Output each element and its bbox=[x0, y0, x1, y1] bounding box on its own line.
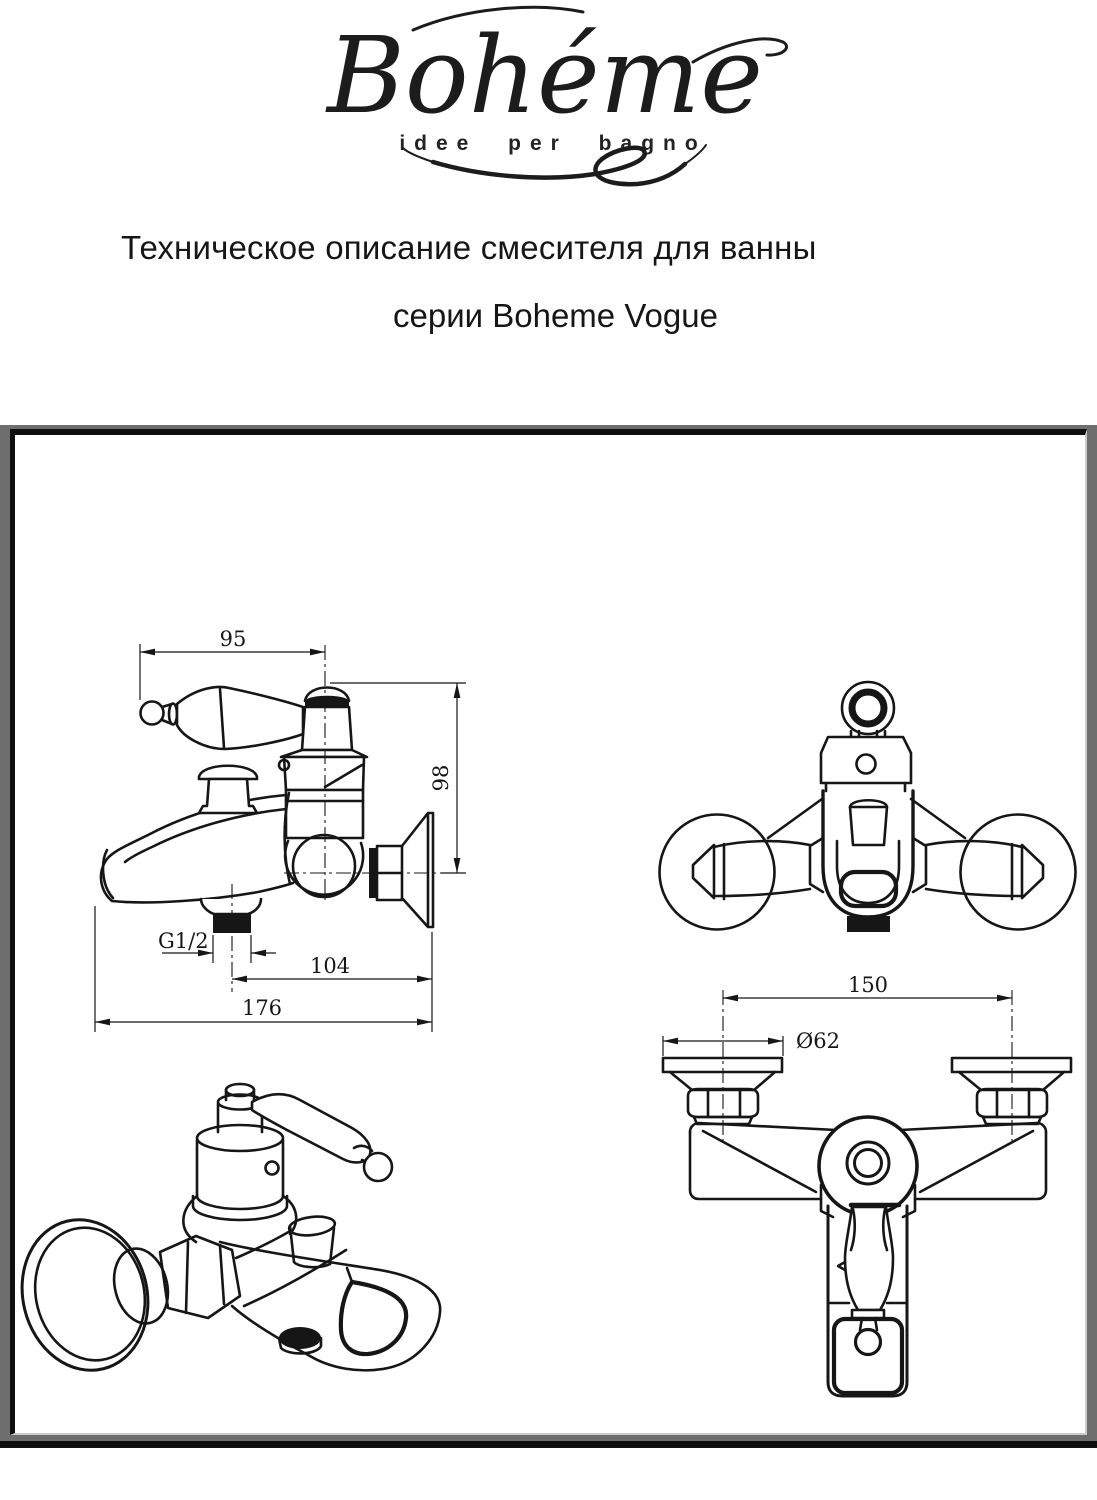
dim-text-98: 98 bbox=[429, 764, 453, 792]
side-view-hose-outlet bbox=[201, 899, 261, 933]
dim-text-95: 95 bbox=[219, 627, 247, 651]
down-view-handle bbox=[838, 1207, 893, 1355]
persp-flange bbox=[6, 1206, 175, 1383]
persp-nut bbox=[160, 1236, 240, 1318]
dimension-176 bbox=[95, 906, 432, 1032]
side-view-handle bbox=[141, 687, 353, 750]
dim-text-104: 104 bbox=[309, 954, 351, 978]
persp-lever bbox=[252, 1094, 392, 1181]
document-title-line2: серии Boheme Vogue bbox=[393, 297, 718, 334]
dimension-d62 bbox=[663, 1029, 840, 1056]
front-view-up-drawing bbox=[660, 682, 1076, 932]
side-view-drawing bbox=[95, 627, 466, 1032]
left-flange-circle bbox=[660, 815, 775, 930]
front-view-bonnet bbox=[821, 737, 911, 791]
dimension-g12 bbox=[158, 929, 276, 963]
dim-text-g12: G1/2 bbox=[158, 929, 209, 953]
side-view-spout bbox=[101, 793, 293, 902]
side-view-diverter-knob bbox=[199, 766, 257, 813]
logo-tagline-text: idee per bagno bbox=[399, 132, 707, 155]
dim-text-150: 150 bbox=[847, 973, 889, 997]
logo-brand-text: Bohéme bbox=[327, 14, 763, 137]
document-title-line1: Техническое описание смесителя для ванны bbox=[121, 229, 817, 266]
front-view-down-drawing bbox=[663, 973, 1071, 1396]
down-view-hub bbox=[819, 1117, 917, 1217]
side-view-body bbox=[279, 750, 433, 927]
boheme-logo bbox=[295, 0, 805, 200]
technical-drawing-sheet bbox=[0, 425, 1097, 1448]
dim-text-176: 176 bbox=[241, 996, 283, 1020]
perspective-view-drawing bbox=[6, 1084, 440, 1384]
front-view-diverter-knob bbox=[850, 800, 887, 845]
dimension-150 bbox=[723, 973, 1012, 1001]
right-flange-circle bbox=[961, 815, 1076, 930]
front-view-ring-handle bbox=[842, 682, 894, 738]
dim-text-d62: Ø62 bbox=[796, 1029, 840, 1053]
